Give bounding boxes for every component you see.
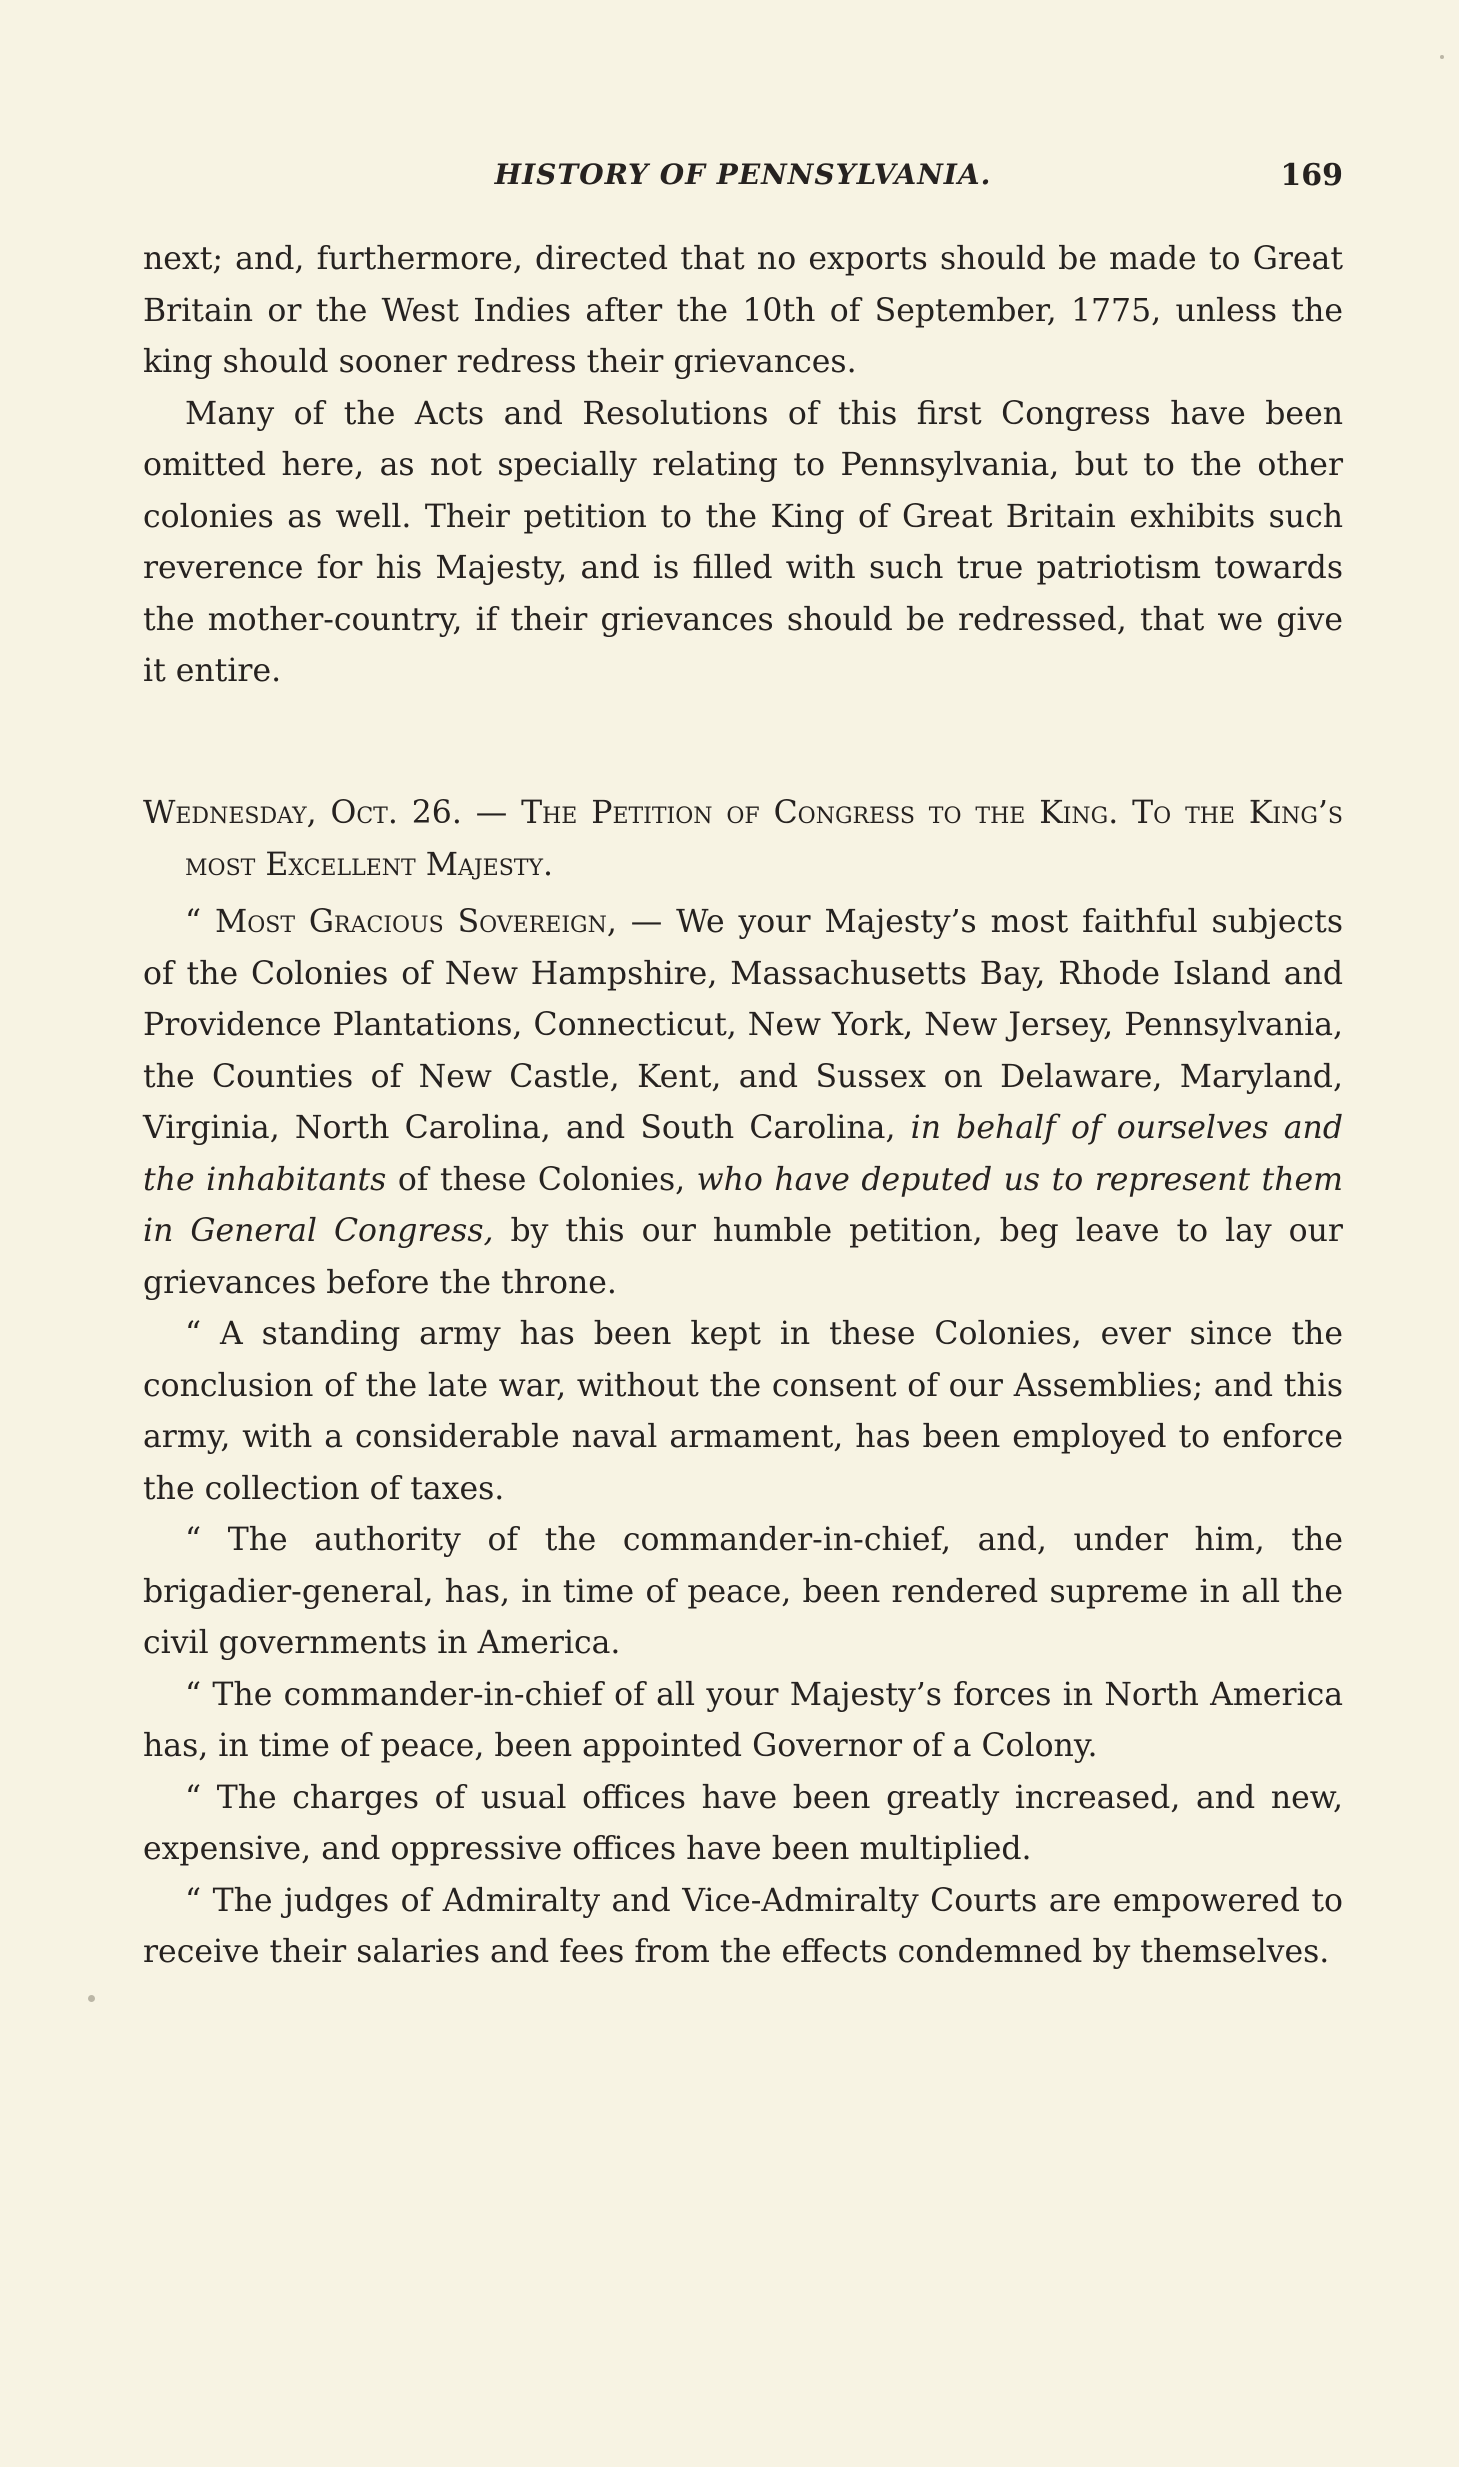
heading-date: Wednesday, Oct. 26. [143, 795, 462, 831]
paper-speck [1440, 55, 1444, 59]
running-title: HISTORY OF PENNSYLVANIA. [494, 158, 992, 191]
heading-title: The Petition of Congress to the King. To the King’s most Excellent Majesty. [185, 795, 1344, 883]
heading-dash: — [461, 795, 522, 831]
paragraph-commander-authority: “ The authority of the commander-in-chief, and, under him, the brigadier-general, has, in time of peace, been rendered supreme in all the civil governments in America. [143, 1522, 1343, 1661]
petition-open-quote: “ [185, 904, 215, 940]
text-section-intro [143, 234, 1343, 698]
text-section-petition [143, 788, 1343, 1979]
paragraph-commander-governor: “ The commander-in-chief of all your Majesty’s forces in North America has, in time of peace, been appointed Governor of a Colony. [143, 1676, 1343, 1764]
section-heading [143, 788, 1343, 891]
paper-speck [88, 1995, 95, 2002]
petition-text-a: We your Majesty’s most faithful subjects of the Colonies of New Hampshire, Massachusetts Bay, Rhode Island and Providence Plantations, Connecticut, New York, New Jersey, Pennsylvania, the Counties of New Castle, Kent, and Sussex on Delaware, Maryland, Virginia, North Carolina, and South Carolina, [143, 904, 1343, 1146]
paragraph-standing-army: “ A standing army has been kept in these Colonies, ever since the conclusion of the late war, without the consent of our Assemblies; and this army, with a considerable naval armament, has been employed to enforce the collection of taxes. [143, 1316, 1343, 1507]
paragraph-offices: “ The charges of usual offices have been greatly increased, and new, expensive, and oppressive offices have been multiplied. [143, 1779, 1343, 1867]
running-head [143, 158, 1343, 198]
paragraph-acts-resolutions: Many of the Acts and Resolutions of this first Congress have been omitted here, as not specially relating to Pennsylvania, but to the other colonies as well. Their petition to the King of Great Britain exhibits such reverence for his Majesty, and is filled with such true patriotism towards the mother-country, if their grievances should be redressed, that we give it entire. [143, 395, 1343, 689]
paragraph-continuation: next; and, furthermore, directed that no exports should be made to Great Britain or the West Indies after the 10th of September, 1775, unless the king should sooner redress their grievances. [143, 241, 1343, 380]
petition-salutation: Most Gracious Sovereign, [214, 904, 617, 940]
petition-text-c: by this our humble petition, beg leave to lay our grievances before the throne. [143, 1213, 1343, 1301]
paragraph-petition-opening [143, 897, 1343, 1309]
page-number: 169 [1280, 158, 1343, 193]
petition-italic-b: who have deputed us to represent them in General Congress, [143, 1161, 1343, 1249]
petition-text-b: of these Colonies, [386, 1161, 697, 1198]
paragraph-admiralty-judges: “ The judges of Admiralty and Vice-Admiralty Courts are empowered to receive their salaries and fees from the effects condemned by themselves. [143, 1882, 1343, 1970]
petition-italic-a: in behalf of ourselves and the inhabitants [143, 1110, 1343, 1198]
petition-salutation-dash: — [616, 904, 677, 940]
